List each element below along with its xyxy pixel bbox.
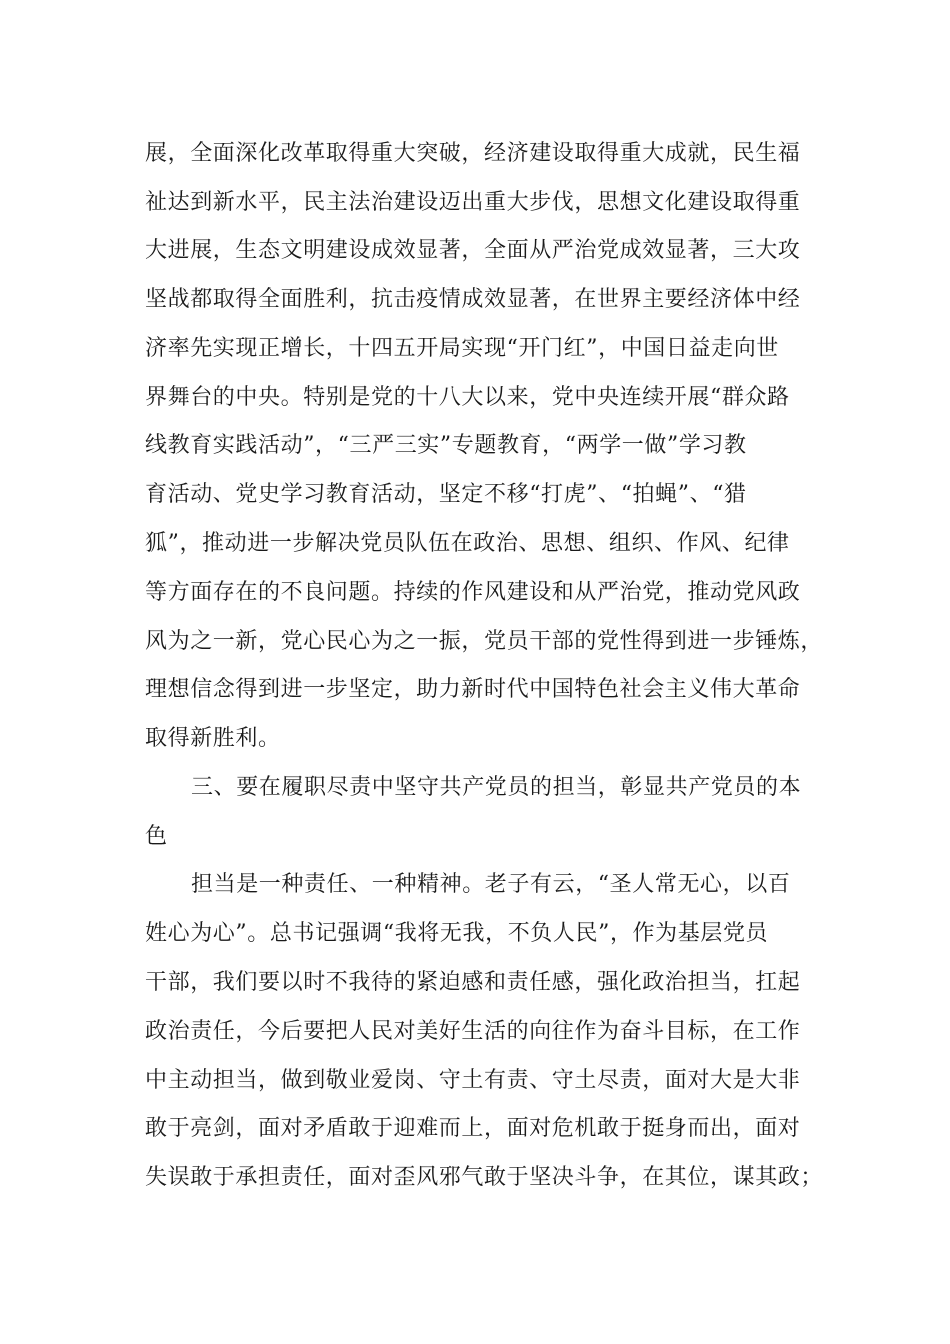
text-line: 取得新胜利。 [145, 726, 281, 751]
text-line: 祉达到新水平，民主法治建设迈出重大步伐，思想文化建设取得重 [145, 190, 801, 215]
section-heading-continued: 色 [145, 824, 168, 849]
text-line: 展，全面深化改革取得重大突破，经济建设取得重大成就，民生福 [145, 141, 801, 166]
text-line: 风为之一新，党心民心为之一振，党员干部的党性得到进一步锤炼， [145, 629, 824, 654]
text-line: 担当是一种责任、一种精神。老子有云，“圣人常无心，以百 [191, 872, 791, 897]
text-line: 姓心为心”。总书记强调“我将无我，不负人民”，作为基层党员 [145, 921, 769, 946]
text-line: 失误敢于承担责任，面对歪风邪气敢于坚决斗争，在其位，谋其政； [145, 1165, 824, 1190]
text-line: 干部，我们要以时不我待的紧迫感和责任感，强化政治担当，扛起 [145, 970, 801, 995]
section-heading: 三、要在履职尽责中坚守共产党员的担当，彰显共产党员的本 [191, 775, 802, 800]
text-line: 敢于亮剑，面对矛盾敢于迎难而上，面对危机敢于挺身而出，面对 [145, 1116, 801, 1141]
text-line: 大进展，生态文明建设成效显著，全面从严治党成效显著，三大攻 [145, 238, 801, 263]
text-line: 理想信念得到进一步坚定，助力新时代中国特色社会主义伟大革命 [145, 677, 801, 702]
text-line: 等方面存在的不良问题。持续的作风建设和从严治党，推动党风政 [145, 580, 801, 605]
text-line: 界舞台的中央。特别是党的十八大以来，党中央连续开展“群众路 [145, 385, 790, 410]
text-line: 线教育实践活动”，“三严三实”专题教育，“两学一做”学习教 [145, 433, 747, 458]
text-line: 济率先实现正增长，十四五开局实现“开门红”，中国日益走向世 [145, 336, 779, 361]
text-line: 育活动、党史学习教育活动，坚定不移“打虎”、“拍蝇”、“猎 [145, 482, 747, 507]
text-line: 中主动担当，做到敬业爱岗、守土有责、守土尽责，面对大是大非 [145, 1068, 801, 1093]
text-line: 坚战都取得全面胜利，抗击疫情成效显著，在世界主要经济体中经 [145, 287, 801, 312]
text-line: 政治责任，今后要把人民对美好生活的向往作为奋斗目标，在工作 [145, 1019, 801, 1044]
text-line: 狐”，推动进一步解决党员队伍在政治、思想、组织、作风、纪律 [145, 531, 790, 556]
